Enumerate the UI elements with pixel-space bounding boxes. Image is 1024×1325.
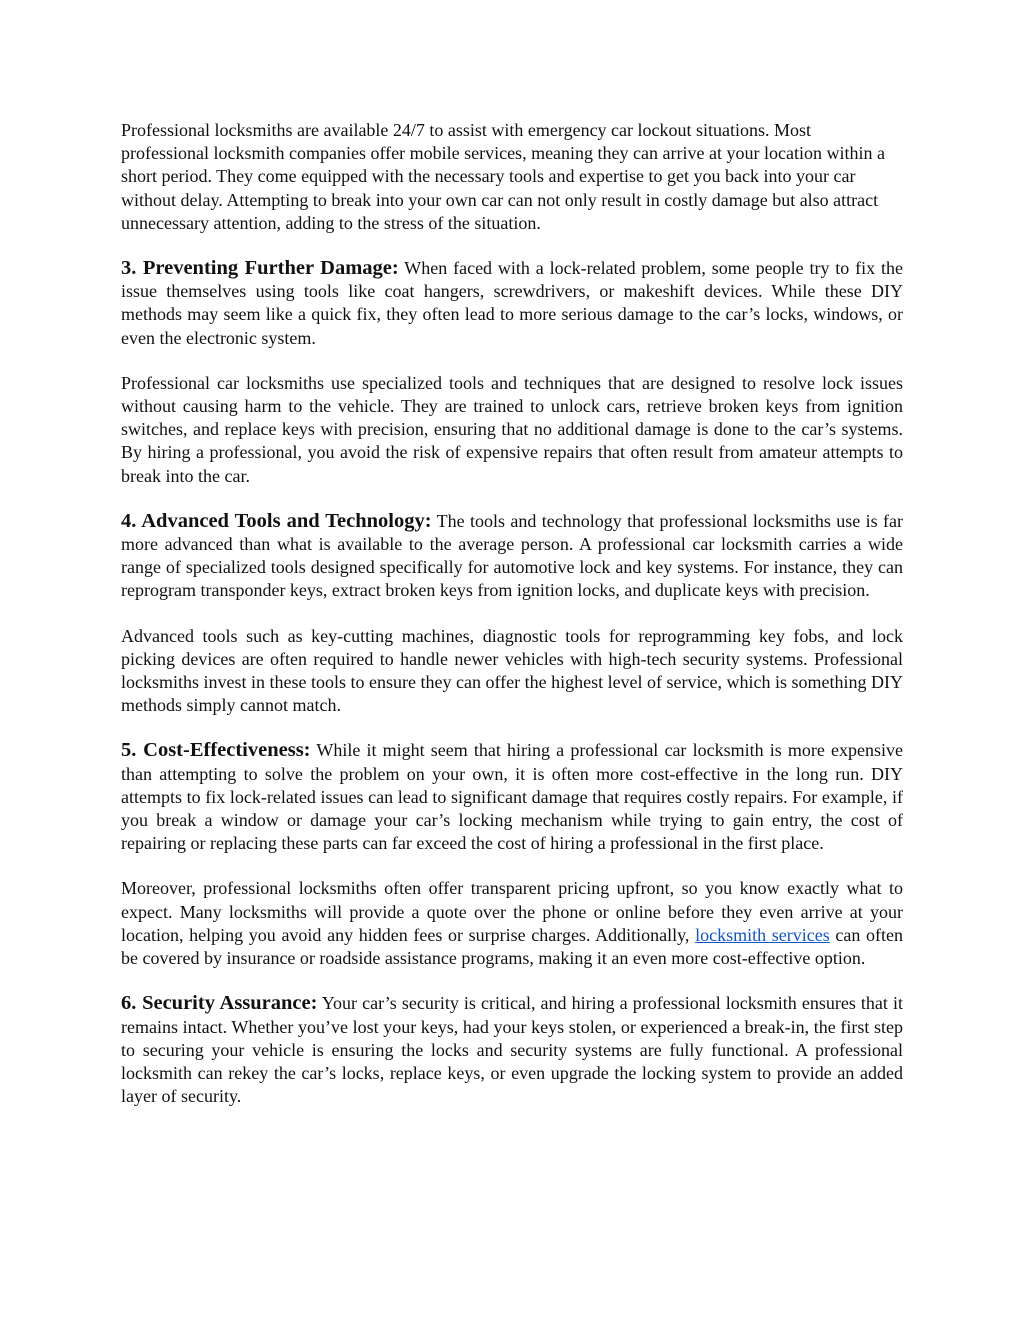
section-security-assurance: [121, 992, 903, 1108]
document-page: [121, 119, 903, 1130]
paragraph-transparent-pricing: [121, 877, 903, 970]
paragraph-advanced-equipment: [121, 625, 903, 718]
paragraph-text: Professional locksmiths are available 24/7 to assist with emergency car lockout situations. Most professional locksmith companies offer mobile services, meaning they can arrive at your location within a short period. They come equipped with the necessary tools and expertise to get you back into your car without delay. Attempting to break into your own car can not only result in costly damage but also attract unnecessary attention, adding to the stress of the situation.: [121, 120, 885, 233]
paragraph-text: Professional car locksmiths use specialized tools and techniques that are designed to resolve lock issues without causing harm to the vehicle. They are trained to unlock cars, retrieve broken keys from ignition switches, and replace keys with precision, ensuring that no additional damage is done to the car’s systems. By hiring a professional, you avoid the risk of expensive repairs that often result from amateur attempts to break into the car.: [121, 372, 903, 486]
section-preventing-damage: [121, 257, 903, 350]
section-text: Your car’s security is critical, and hiring a professional locksmith ensures that it remains intact. Whether you’ve lost your keys, had your keys stolen, or experienced a break-in, the first step to securing your vehicle is ensuring the locks and security systems are fully functional. A professional locksmith can rekey the car’s locks, replace keys, or even upgrade the locking system to provide an added layer of security.: [121, 993, 903, 1107]
section-text: The tools and technology that professional locksmiths use is far more advanced than what is available to the average person. A professional car locksmith carries a wide range of specialized tools designed specifically for automotive lock and key systems. For instance, they can reprogram transponder keys, extract broken keys from ignition locks, and duplicate keys with precision.: [121, 510, 903, 601]
locksmith-services-link[interactable]: locksmith services: [695, 924, 830, 945]
paragraph-text: Advanced tools such as key-cutting machines, diagnostic tools for reprogramming key fobs, and lock picking devices are often required to handle newer vehicles with high-tech security systems. Professional locksmiths invest in these tools to ensure they can offer the highest level of service, which is something DIY methods simply cannot match.: [121, 625, 903, 716]
section-advanced-tools: [121, 510, 903, 603]
section-text: When faced with a lock-related problem, some people try to fix the issue themselves using tools like coat hangers, screwdrivers, or makeshift devices. While these DIY methods may seem like a quick fix, they often lead to more serious damage to the car’s locks, windows, or even the electronic system.: [121, 258, 903, 348]
paragraph-text: Moreover, professional locksmiths often offer transparent pricing upfront, so you know exactly what to expect. Many locksmiths will provide a quote over the phone or online before they even arrive at your location, helping you avoid any hidden fees or surprise charges. Additionally,: [121, 878, 903, 945]
section-heading: 6. Security Assurance:: [121, 992, 318, 1015]
section-text: While it might seem that hiring a professional car locksmith is more expensive than attempting to solve the problem on your own, it is often more cost-effective in the long run. DIY attempts to fix lock-related issues can lead to significant damage that requires costly repairs. For example, if you break a window or damage your car’s locking mechanism while trying to gain entry, the cost of repairing or replacing these parts can far exceed the cost of hiring a professional in the first place.: [121, 740, 903, 854]
section-heading: 3. Preventing Further Damage:: [121, 257, 399, 280]
section-heading: 4. Advanced Tools and Technology:: [121, 509, 432, 532]
section-heading: 5. Cost-Effectiveness:: [121, 739, 311, 762]
paragraph-specialized-tools: [121, 372, 903, 488]
paragraph-text: can often be covered by insurance or roadside assistance programs, making it an even more cost-effective option.: [121, 924, 904, 969]
section-cost-effectiveness: [121, 739, 903, 855]
paragraph-emergency-service: [121, 119, 903, 235]
